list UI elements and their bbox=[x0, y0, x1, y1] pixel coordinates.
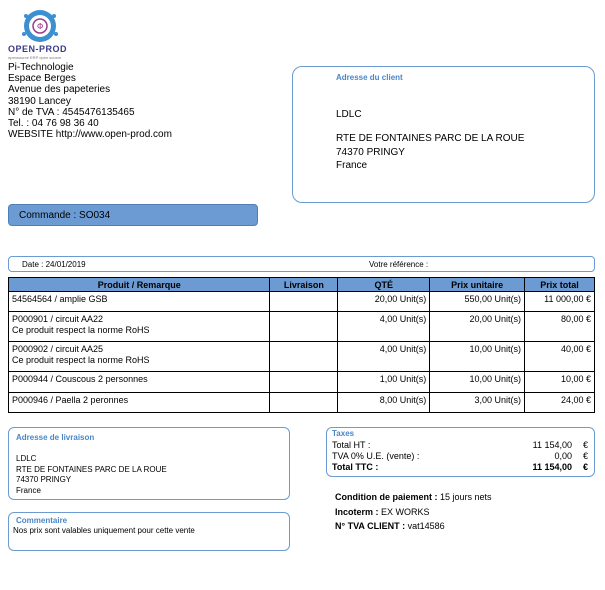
client-address-box bbox=[292, 66, 595, 203]
payment-terms bbox=[335, 490, 492, 534]
cell-product: P000902 / circuit AA25 Ce produit respect la norme RoHS bbox=[9, 342, 270, 372]
cell-qty: 4,00 Unit(s) bbox=[338, 312, 430, 342]
incoterm: Incoterm : EX WORKS bbox=[335, 506, 430, 517]
cell-delivery bbox=[270, 342, 338, 372]
cell-unit-price: 10,00 Unit(s) bbox=[430, 372, 525, 393]
company-line: Tel. : 04 76 98 36 40 bbox=[8, 118, 99, 130]
company-line: Espace Berges bbox=[8, 73, 76, 85]
client-line: LDLC bbox=[336, 109, 362, 120]
cell-total: 40,00 € bbox=[525, 342, 595, 372]
taxes-title: Taxes bbox=[332, 429, 355, 438]
cell-product: 54564564 / amplie GSB bbox=[9, 292, 270, 312]
payment-condition: Condition de paiement : 15 jours nets bbox=[335, 492, 492, 502]
logo-name: OPEN-PROD bbox=[8, 44, 68, 54]
client-line: 74370 PRINGY bbox=[336, 147, 405, 159]
company-address bbox=[8, 62, 172, 140]
cell-total: 80,00 € bbox=[525, 312, 595, 342]
cell-unit-price: 3,00 Unit(s) bbox=[430, 393, 525, 413]
client-address-body bbox=[336, 109, 524, 172]
order-date: Date : 24/01/2019 bbox=[22, 260, 86, 269]
table-row bbox=[9, 312, 595, 342]
company-line: WEBSITE http://www.open-prod.com bbox=[8, 129, 172, 141]
cell-qty: 20,00 Unit(s) bbox=[338, 292, 430, 312]
table-row bbox=[9, 342, 595, 372]
product-note: Ce produit respect la norme RoHS bbox=[12, 325, 150, 335]
tax-row-total-ht: Total HT : 11 154,00 € bbox=[332, 440, 588, 450]
col-header-unit-price: Prix unitaire bbox=[430, 278, 525, 292]
delivery-line: LDLC bbox=[16, 454, 37, 463]
tax-row-total-ttc: Total TTC : 11 154,00 € bbox=[332, 462, 588, 472]
client-vat: N° TVA CLIENT : vat14586 bbox=[335, 521, 445, 531]
delivery-address-box bbox=[8, 427, 290, 500]
cell-unit-price: 20,00 Unit(s) bbox=[430, 312, 525, 342]
table-header-row bbox=[9, 278, 595, 292]
cell-total: 10,00 € bbox=[525, 372, 595, 393]
col-header-product: Produit / Remarque bbox=[9, 278, 270, 292]
client-address-title: Adresse du client bbox=[336, 73, 403, 82]
tax-row-tva: TVA 0% U.E. (vente) : 0,00 € bbox=[332, 451, 588, 461]
table-row bbox=[9, 372, 595, 393]
comment-box bbox=[8, 512, 290, 551]
client-reference: Votre référence : bbox=[369, 260, 429, 269]
company-line: Avenue des papeteries bbox=[8, 84, 111, 96]
cell-total: 24,00 € bbox=[525, 393, 595, 413]
cell-product: P000946 / Paella 2 peronnes bbox=[9, 393, 270, 413]
delivery-address-body bbox=[16, 454, 167, 496]
company-line: 38190 Lancey bbox=[8, 95, 71, 107]
svg-text:Φ: Φ bbox=[37, 22, 44, 31]
cell-product: P000901 / circuit AA22 Ce produit respect la norme RoHS bbox=[9, 312, 270, 342]
col-header-total: Prix total bbox=[525, 278, 595, 292]
cell-qty: 8,00 Unit(s) bbox=[338, 393, 430, 413]
client-line: RTE DE FONTAINES PARC DE LA ROUE bbox=[336, 133, 525, 145]
cell-unit-price: 550,00 Unit(s) bbox=[430, 292, 525, 312]
comment-title: Commentaire bbox=[16, 516, 68, 525]
table-row bbox=[9, 292, 595, 312]
cell-total: 11 000,00 € bbox=[525, 292, 595, 312]
order-lines-table bbox=[8, 277, 595, 413]
delivery-line: France bbox=[16, 485, 41, 495]
col-header-delivery: Livraison bbox=[270, 278, 338, 292]
cell-product: P000944 / Couscous 2 personnes bbox=[9, 372, 270, 393]
company-line: Pi-Technologie bbox=[8, 62, 74, 73]
taxes-box bbox=[326, 427, 595, 477]
client-line: France bbox=[336, 159, 368, 171]
product-note: Ce produit respect la norme RoHS bbox=[12, 355, 150, 365]
table-row bbox=[9, 393, 595, 413]
delivery-line: RTE DE FONTAINES PARC DE LA ROUE bbox=[16, 464, 167, 474]
cell-unit-price: 10,00 Unit(s) bbox=[430, 342, 525, 372]
date-reference-bar bbox=[8, 256, 595, 272]
comment-text: Nos prix sont valables uniquement pour cette vente bbox=[13, 526, 195, 535]
company-line: N° de TVA : 4545476135465 bbox=[8, 106, 135, 118]
cell-delivery bbox=[270, 372, 338, 393]
order-number: Commande : SO034 bbox=[8, 204, 258, 226]
logo-tagline: opensource ERP open source bbox=[8, 55, 62, 60]
delivery-address-title: Adresse de livraison bbox=[16, 433, 95, 442]
cell-delivery bbox=[270, 312, 338, 342]
delivery-line: 74370 PRINGY bbox=[16, 475, 72, 484]
cell-qty: 1,00 Unit(s) bbox=[338, 372, 430, 393]
cell-qty: 4,00 Unit(s) bbox=[338, 342, 430, 372]
cell-delivery bbox=[270, 393, 338, 413]
col-header-qty: QTÉ bbox=[338, 278, 430, 292]
cell-delivery bbox=[270, 292, 338, 312]
